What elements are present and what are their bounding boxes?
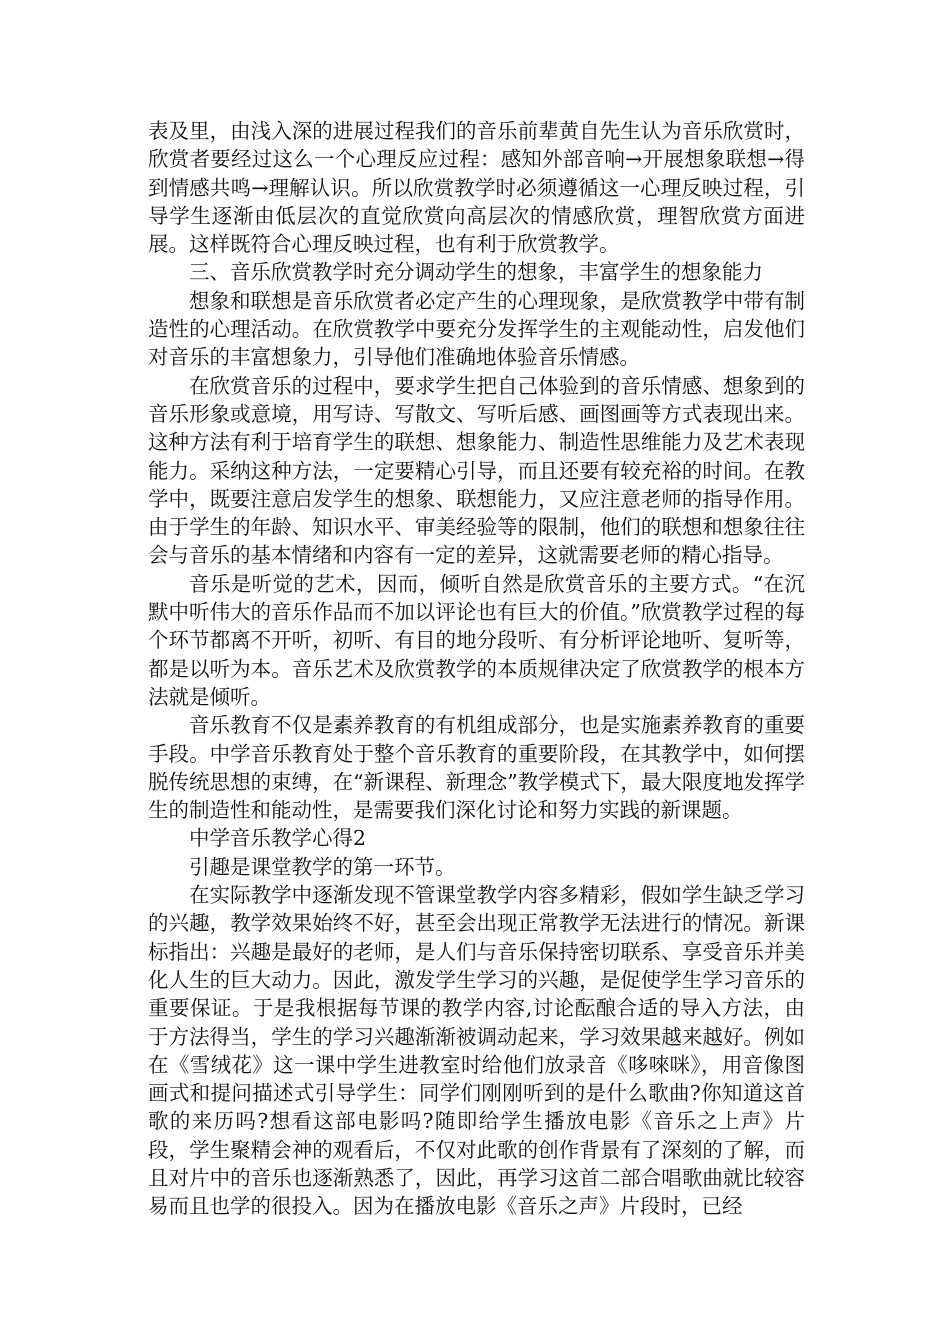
paragraph-8: 引趣是课堂教学的第一环节。 bbox=[189, 854, 456, 879]
paragraph-6: 音乐教育不仅是素养教育的有机组成部分，也是实施素养教育的重要手段。中学音乐教育处于整个音乐教育的重要阶段，在其教学中，如何摆脱传统思想的束缚，在“新课程、新理念”教学模式下，最大限度地发挥学生的制造性和能动性，是需要我们深化讨论和努力实践的新课题。 bbox=[148, 713, 805, 823]
paragraph-3: 想象和联想是音乐欣赏者必定产生的心理现象，是欣赏教学中带有制造性的心理活动。在欣赏教学中要充分发挥学生的主观能动性，启发他们对音乐的丰富想象力，引导他们准确地体验音乐情感。 bbox=[148, 288, 805, 370]
paragraph-5: 音乐是听觉的艺术，因而，倾听自然是欣赏音乐的主要方式。“在沉默中听伟大的音乐作品而不加以评论也有巨大的价值。”欣赏教学过程的每个环节都离不开听，初听、有目的地分段听、有分析评论地听、复听等，都是以听为本。音乐艺术及欣赏教学的本质规律决定了欣赏教学的根本方法就是倾听。 bbox=[148, 571, 805, 709]
paragraph-4: 在欣赏音乐的过程中，要求学生把自己体验到的音乐情感、想象到的音乐形象或意境，用写诗、写散文、写听后感、画图画等方式表现出来。这种方法有利于培育学生的联想、想象能力、制造性思维能力及艺术表现能力。采纳这种方法，一定要精心引导，而且还要有较充裕的时间。在教学中，既要注意启发学生的想象、联想能力，又应注意老师的指导作用。由于学生的年龄、知识水平、审美经验等的限制，他们的联想和想象往往会与音乐的基本情绪和内容有一定的差异，这就需要老师的精心指导。 bbox=[148, 373, 805, 568]
paragraph-1: 表及里，由浅入深的进展过程我们的音乐前辈黄自先生认为音乐欣赏时，欣赏者要经过这么一个心理反应过程：感知外部音响→开展想象联想→得到情感共鸣→理解认识。所以欣赏教学时必须遵循这一心理反映过程，引导学生逐渐由低层次的直觉欣赏向高层次的情感欣赏，理智欣赏方面进展。这样既符合心理反映过程，也有利于欣赏教学。 bbox=[148, 119, 805, 257]
section-heading-3: 三、音乐欣赏教学时充分调动学生的想象，丰富学生的想象能力 bbox=[189, 260, 763, 285]
article-title-2: 中学音乐教学心得2 bbox=[189, 826, 367, 851]
document-page bbox=[148, 117, 805, 1221]
paragraph-9: 在实际教学中逐渐发现不管课堂教学内容多精彩，假如学生缺乏学习的兴趣，教学效果始终不好，甚至会出现正常教学无法进行的情况。新课标指出：兴趣是最好的老师，是人们与音乐保持密切联系、享受音乐并美化人生的巨大动力。因此，激发学生学习的兴趣，是促使学生学习音乐的重要保证。于是我根据每节课的教学内容,讨论酝酿合适的导入方法，由于方法得当，学生的学习兴趣渐渐被调动起来，学习效果越来越好。例如在《雪绒花》这一课中学生进教室时给他们放录音《哆唻咪》，用音像图画式和提问描述式引导学生：同学们刚刚听到的是什么歌曲?你知道这首歌的来历吗?想看这部电影吗?随即给学生播放电影《音乐之上声》片段，学生聚精会神的观看后，不仅对此歌的创作背景有了深刻的了解，而且对片中的音乐也逐渐熟悉了，因此，再学习这首二部合唱歌曲就比较容易而且也学的很投入。因为在播放电影《音乐之声》片段时，已经 bbox=[148, 883, 805, 1219]
